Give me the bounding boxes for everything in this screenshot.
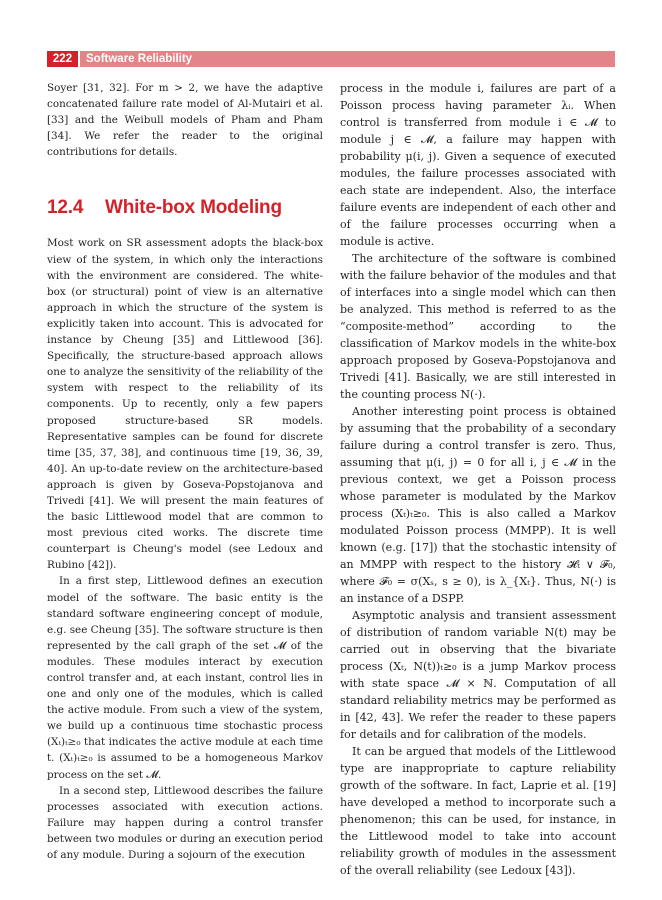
- paragraph: Asymptotic analysis and transient assessment of distribution of random variable N(t) may be carried out in observing that the bivariate process (Xₜ, N(t))ₜ≥₀ is a jump Markov process with state space 𝓜 × ℕ. Computation of all standard reliability metrics may be performed as in [42, 43]. We refer the reader to these papers for details and for calibration of the models.: [340, 609, 616, 741]
- paragraph: In a first step, Littlewood defines an execution model of the software. The basic entity is the standard software engineering concept of module, e.g. see Cheung [35]. The software structure is then represented by the call graph of the set 𝓜 of the modules. These modules interact by execution control transfer and, at each instant, control lies in one and only one of the modules, which is called the active module. From such a view of the system, we build up a continuous time stochastic process (Xₜ)ₜ≥₀ that indicates the active module at each time t. (Xₜ)ₜ≥₀ is assumed to be a homogeneous Markov process on the set 𝓜.: [47, 575, 323, 781]
- paragraph: In a second step, Littlewood describes the failure processes associated with execution actions. Failure may happen during a control transfer between two modules or during an execution period of any module. During a sojourn of the execution: [47, 784, 323, 862]
- running-title: Software Reliability: [80, 51, 615, 67]
- section-title: White-box Modeling: [105, 197, 282, 219]
- left-column: [47, 80, 323, 863]
- paragraph: Another interesting point process is obtained by assuming that the probability of a secondary failure during a control transfer is zero. Thus, assuming that μ(i, j) = 0 for all i, j ∈ 𝓜 in the previous context, we get a Poisson process whose parameter is modulated by the Markov process (Xₜ)ₜ≥₀. This is also called a Markov modulated Poisson process (MMPP). It is well known (e.g. [17]) that the stochastic intensity of an MMPP with respect to the history 𝓗ₜ ∨ 𝓕₀, where 𝓕₀ = σ(Xₛ, s ≥ 0), is λ_{Xₜ}. Thus, N(·) is an instance of a DSPP.: [340, 405, 616, 605]
- page-number: 222: [47, 51, 78, 67]
- paragraph: Most work on SR assessment adopts the black-box view of the system, in which only the interactions with the environment are considered. The white-box (or structural) point of view is an alternative approach in which the structure of the system is explicitly taken into account. This is advocated for instance by Cheung [35] and Littlewood [36]. Specifically, the structure-based approach allows one to analyze the sensitivity of the reliability of the system with respect to the reliability of its components. Up to recently, only a few papers proposed structure-based SR models. Representative samples can be found for discrete time [35, 37, 38], and continuous time [19, 36, 39, 40]. An up-to-date review on the architecture-based approach is given by Goseva-Popstojanova and Trivedi [41]. We will present the main features of the basic Littlewood model that are common to most previous cited works. The discrete time counterpart is Cheung's model (see Ledoux and Rubino [42]).: [47, 237, 323, 572]
- running-head: [47, 51, 615, 67]
- right-column: [340, 80, 616, 879]
- paragraph: It can be argued that models of the Littlewood type are inappropriate to capture reliability growth of the software. In fact, Laprie et al. [19] have developed a method to incorporate such a phenomenon; this can be used, for instance, in the Littlewood model to take into account reliability growth of modules in the assessment of the overall reliability (see Ledoux [43]).: [340, 745, 616, 877]
- paragraph: Soyer [31, 32]. For m > 2, we have the adaptive concatenated failure rate model of Al-Mutairi et al. [33] and the Weibull models of Pham and Pham [34]. We refer the reader to the original contributions for details.: [47, 82, 323, 159]
- paragraph: The architecture of the software is combined with the failure behavior of the modules and that of interfaces into a single model which can then be analyzed. This method is referred to as the “composite-method” according to the classification of Markov models in the white-box approach proposed by Goseva-Popstojanova and Trivedi [41]. Basically, we are still interested in the counting process N(·).: [340, 252, 616, 401]
- section-number: 12.4: [47, 197, 84, 219]
- section-heading: [47, 196, 323, 220]
- paragraph: process in the module i, failures are part of a Poisson process having parameter λᵢ. When control is transferred from module i ∈ 𝓜 to module j ∈ 𝓜, a failure may happen with probability μ(i, j). Given a sequence of executed modules, the failure processes associated with each state are independent. Also, the interface failure events are independent of each other and of the failure processes occurring when a module is active.: [340, 82, 616, 248]
